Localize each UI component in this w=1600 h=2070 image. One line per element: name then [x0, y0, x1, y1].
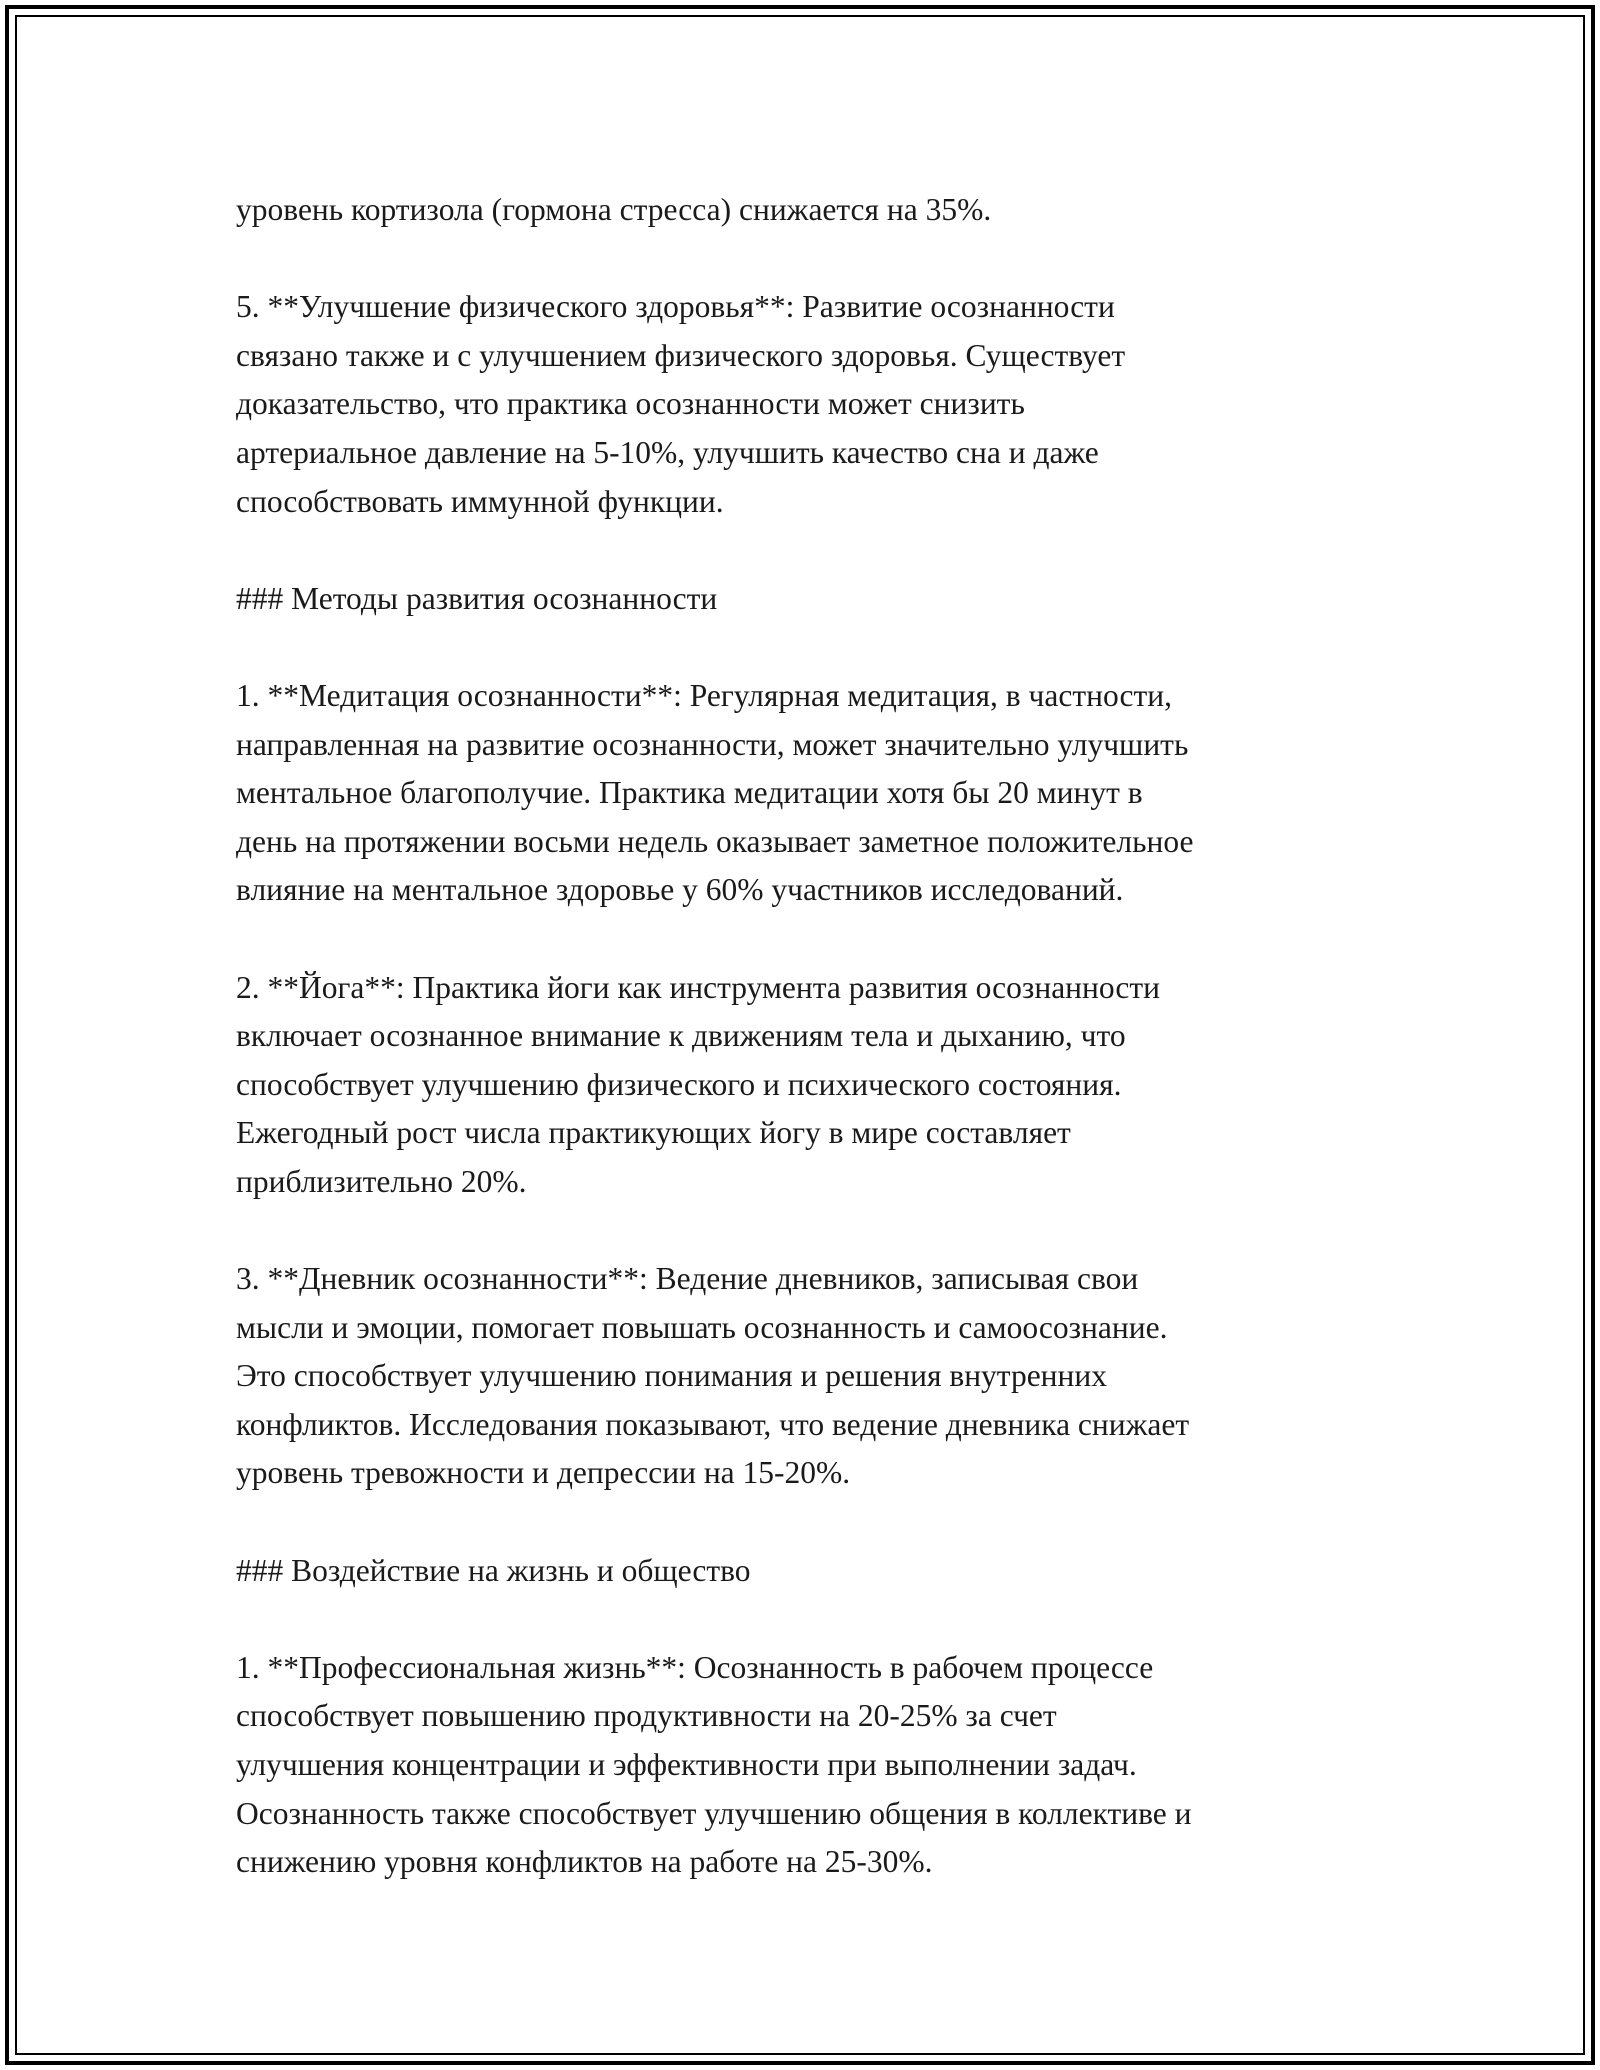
- paragraph-professional-life: [236, 1644, 1416, 1887]
- text-line: Ежегодный рост числа практикующих йогу в мире составляет: [236, 1115, 1071, 1151]
- text-line: 3. **Дневник осознанности**: Ведение дневников, записывая свои: [236, 1261, 1139, 1297]
- text-line: день на протяжении восьми недель оказывает заметное положительное: [236, 823, 1194, 859]
- text-line: влияние на ментальное здоровье у 60% участников исследований.: [236, 872, 1124, 908]
- text-line: способствовать иммунной функции.: [236, 483, 724, 519]
- text-line: приблизительно 20%.: [236, 1163, 527, 1199]
- text-line: Это способствует улучшению понимания и решения внутренних: [236, 1358, 1108, 1394]
- document-body: [236, 186, 1416, 1935]
- text-line: улучшения концентрации и эффективности при выполнении задач.: [236, 1747, 1137, 1782]
- text-line: доказательство, что практика осознанности может снизить: [236, 386, 1025, 422]
- text-line: способствует повышению продуктивности на 20-25% за счет: [236, 1698, 1057, 1734]
- text-line: мысли и эмоции, помогает повышать осознанность и самоосознание.: [236, 1309, 1168, 1345]
- text-line: конфликтов. Исследования показывают, что ведение дневника снижает: [236, 1406, 1190, 1442]
- text-line: связано также и с улучшением физического здоровья. Существует: [236, 337, 1126, 373]
- heading-impact: [236, 1547, 1416, 1596]
- paragraph-journal: [236, 1255, 1416, 1498]
- text-line: 1. **Профессиональная жизнь**: Осознанность в рабочем процессе: [236, 1649, 1154, 1685]
- text-line: снижению уровня конфликтов на работе на 25-30%.: [236, 1844, 933, 1880]
- text-line: уровень кортизола (гормона стресса) снижается на 35%.: [236, 192, 992, 227]
- paragraph-cortisol: [236, 186, 1416, 235]
- text-line: уровень тревожности и депрессии на 15-20%.: [236, 1455, 851, 1491]
- text-line: способствует улучшению физического и психического состояния.: [236, 1066, 1122, 1102]
- text-line: 5. **Улучшение физического здоровья**: Развитие осознанности: [236, 289, 1115, 325]
- heading-text: ### Воздействие на жизнь и общество: [236, 1552, 751, 1588]
- text-line: направленная на развитие осознанности, может значительно улучшить: [236, 726, 1189, 762]
- paragraph-physical-health: [236, 283, 1416, 526]
- paragraph-yoga: [236, 964, 1416, 1207]
- text-line: артериальное давление на 5-10%, улучшить качество сна и даже: [236, 434, 1099, 470]
- text-line: Осознанность также способствует улучшению общения в коллективе и: [236, 1795, 1192, 1831]
- heading-text: ### Методы развития осознанности: [236, 580, 718, 616]
- text-line: 2. **Йога**: Практика йоги как инструмента развития осознанности: [236, 969, 1161, 1005]
- text-line: включает осознанное внимание к движениям тела и дыханию, что: [236, 1018, 1126, 1054]
- text-line: ментальное благополучие. Практика медитации хотя бы 20 минут в: [236, 775, 1143, 811]
- text-line: 1. **Медитация осознанности**: Регулярная медитация, в частности,: [236, 677, 1172, 713]
- heading-methods: [236, 575, 1416, 624]
- paragraph-meditation: [236, 672, 1416, 915]
